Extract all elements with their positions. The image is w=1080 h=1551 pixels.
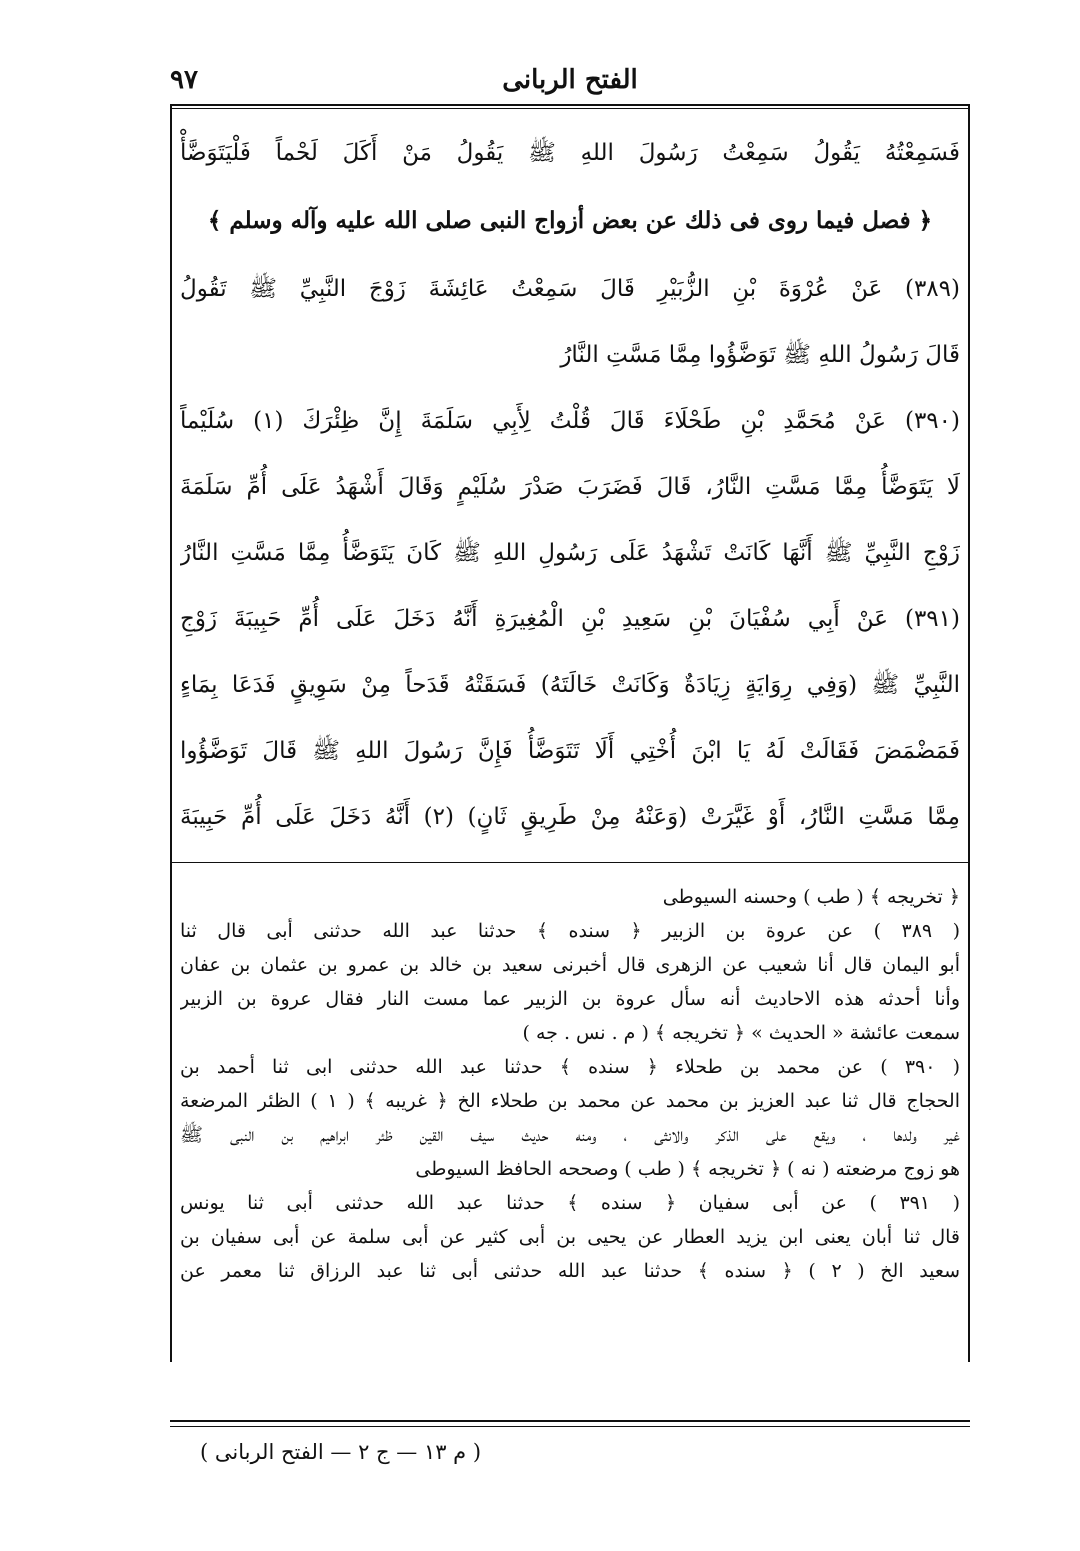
footnotes	[180, 880, 960, 1288]
note-line: ( ٣٨٩ ) عن عروة بن الزبير ﴿ سنده ﴾ حدثنا عبد الله حدثنى أبى قال ثنا	[180, 920, 960, 942]
note-line: هو زوج مرضعته ( نه ) ﴿ تخريجه ﴾ ( طب ) وصححه الحافظ السيوطى	[415, 1158, 960, 1180]
frame-bottom-rule	[170, 1420, 970, 1422]
main-line: لَا يَتَوَضَّأُ مِمَّا مَسَّتِ النَّارُ، قَالَ فَضَرَبَ صَدْرَ سُلَيْمٍ وَقَالَ أَشْهَدُ عَلَى أُمِّ سَلَمَةَ	[180, 474, 960, 500]
note-line: وأنا أحدثه هذه الاحاديث أنه سأل عروة بن الزبير عما مست النار فقال عروة بن الزبير	[180, 988, 960, 1010]
main-line: قَالَ رَسُولُ اللهِ ﷺ تَوَضَّؤُوا مِمَّا مَسَّتِ النَّارُ	[560, 342, 960, 368]
note-line: ( ٣٩٠ ) عن محمد بن طحلاء ﴿ سنده ﴾ حدثنا عبد الله حدثنى ابى ثنا أحمد بن	[180, 1056, 960, 1078]
frame-right-rule	[968, 104, 970, 1362]
note-line: غير ولدها ، ويقع على الذكر والانثى ، ومنه حديث سيف القين ظئر ابراهيم بن النبى ﷺ	[180, 1124, 960, 1146]
main-line: فَمَضْمَضَ فَقَالَتْ لَهُ يَا ابْنَ أُخْتِي أَلَا تَتَوَضَّأُ فَإِنَّ رَسُولَ اللهِ ﷺ قَالَ تَوَضَّؤُوا	[180, 738, 960, 764]
note-line: سمعت عائشة « الحديث » ﴿ تخريجه ﴾ ( م . نس . جه )	[522, 1022, 960, 1044]
page-number: ٩٧	[170, 65, 198, 95]
note-line: الحجاج قال ثنا عبد العزيز بن محمد عن محمد بن طحلاء الخ ﴿ غريبه ﴾ ( ١ ) الظئر المرضعة	[180, 1090, 960, 1112]
main-line: (٣٩١) عَنْ أَبِي سُفْيَانَ بْنِ سَعِيدِ بْنِ الْمُغِيرَةِ أَنَّهُ دَخَلَ عَلَى أُمِّ حَبِيبَةَ زَوْجِ	[180, 606, 960, 632]
footnote-divider	[170, 862, 970, 863]
note-line: ( ٣٩١ ) عن أبى سفيان ﴿ سنده ﴾ حدثنا عبد الله حدثنى أبى ثنا يونس	[180, 1192, 960, 1214]
page-header	[170, 60, 970, 100]
main-line: (٣٨٩) عَنْ عُرْوَةَ بْنِ الزُّبَيْرِ قَالَ سَمِعْتُ عَائِشَةَ زَوْجَ النَّبِيِّ ﷺ تَقُولُ	[180, 276, 960, 302]
note-line: أبو اليمان قال أنا شعيب عن الزهرى قال أخبرنى سعيد بن خالد بن عمرو بن عثمان بن عفان	[180, 954, 960, 976]
main-line: زَوْجِ النَّبِيِّ ﷺ أَنَّهَا كَانَتْ تَشْهَدُ عَلَى رَسُولِ اللهِ ﷺ كَانَ يَتَوَضَّأُ مِمَّا مَسَّتِ النَّارُ	[180, 540, 960, 566]
note-line: قال ثنا أبان يعنى ابن يزيد العطار عن يحيى بن أبى كثير عن أبى سلمة عن أبى سفيان بن	[180, 1226, 960, 1248]
main-line: فَسَمِعْتُهُ يَقُولُ سَمِعْتُ رَسُولَ اللهِ ﷺ يَقُولُ مَنْ أَكَلَ لَحْماً فَلْيَتَوَضَّأْ	[180, 140, 960, 166]
frame-bottom-inner-rule	[170, 1426, 970, 1427]
frame-left-rule	[170, 104, 172, 1362]
main-line: النَّبِيِّ ﷺ (وَفِي رِوَايَةٍ زِيَادَةٌ وَكَانَتْ خَالَتَهُ) فَسَقَتْهُ قَدَحاً مِنْ سَوِيقٍ فَدَعَا بِمَاءٍ	[180, 672, 960, 698]
volume-signature: ( م ١٣ — ج ٢ — الفتح الربانى )	[200, 1440, 482, 1464]
note-line: سعيد الخ ( ٢ ) ﴿ سنده ﴾ حدثنا عبد الله حدثنى أبى ثنا عبد الرزاق ثنا معمر عن	[180, 1260, 960, 1282]
main-line: (٣٩٠) عَنْ مُحَمَّدِ بْنِ طَحْلَاءَ قَالَ قُلْتُ لِأَبِي سَلَمَةَ إِنَّ ظِئْرَكَ (١) سُلَيْماً	[180, 408, 960, 434]
frame-top-rule	[170, 104, 970, 106]
main-line: مِمَّا مَسَّتِ النَّارُ، أَوْ غَيَّرَتْ (وَعَنْهُ مِنْ طَرِيقٍ ثَانٍ) (٢) أَنَّهُ دَخَلَ عَلَى أُمِّ حَبِيبَةَ	[180, 804, 960, 830]
section-heading: ﴿ فصل فيما روى فى ذلك عن بعض أزواج النبى صلى الله عليه وآله وسلم ﴾	[207, 207, 933, 234]
main-text	[180, 120, 960, 850]
running-title: الفتح الربانى	[502, 65, 638, 95]
frame-top-inner-rule	[170, 108, 970, 109]
note-line: ﴿ تخريجه ﴾ ( طب ) وحسنه السيوطى	[662, 886, 960, 908]
